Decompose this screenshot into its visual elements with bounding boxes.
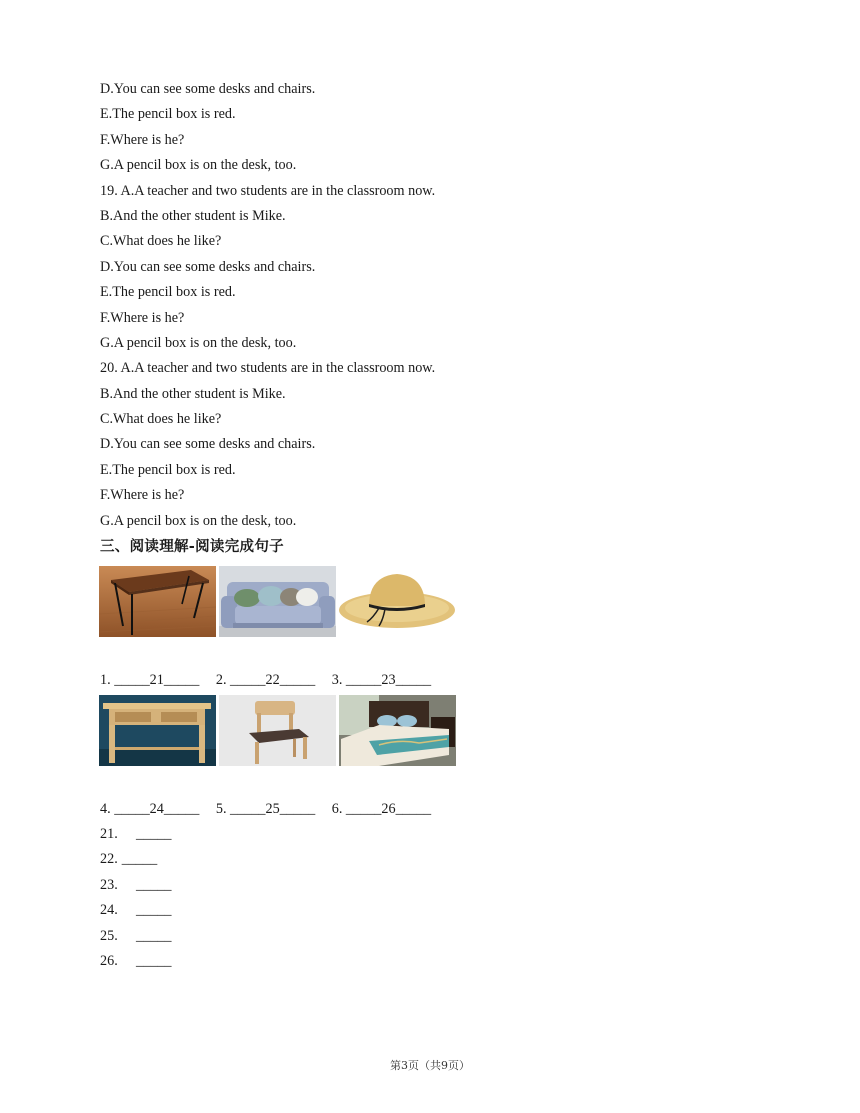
question-line: 20. A.A teacher and two students are in the classroom now. — [100, 360, 436, 377]
question-line: D.You can see some desks and chairs. — [100, 258, 316, 275]
question-line: G.A pencil box is on the desk, too. — [100, 157, 297, 174]
fill-blank[interactable]: 4. _____24_____ — [100, 801, 200, 817]
section-heading: 三、阅读理解-阅读完成句子 — [100, 539, 284, 555]
answer-blank[interactable]: _____ — [136, 927, 172, 944]
question-line: C.What does he like? — [100, 411, 222, 428]
question-line: E.The pencil box is red. — [100, 106, 236, 123]
answer-number: 26. — [100, 952, 118, 969]
blank-row-2 — [100, 799, 444, 819]
question-line: E.The pencil box is red. — [100, 284, 236, 301]
question-line: D.You can see some desks and chairs. — [100, 81, 316, 97]
answer-number: 24. — [100, 902, 118, 919]
sofa-image — [219, 566, 336, 637]
question-line: F.Where is he? — [100, 487, 185, 504]
table-image — [99, 566, 216, 637]
desk-image — [99, 695, 216, 766]
question-line: F.Where is he? — [100, 131, 185, 148]
image-row-1 — [99, 566, 456, 637]
fill-blank[interactable]: 1. _____21_____ — [100, 672, 200, 688]
question-lines — [100, 79, 800, 536]
answer-number: 25. — [100, 927, 118, 944]
answer-line — [100, 875, 171, 900]
question-line: B.And the other student is Mike. — [100, 385, 286, 402]
question-line: E.The pencil box is red. — [100, 461, 236, 478]
answer-line — [100, 824, 171, 849]
answer-list — [100, 824, 171, 976]
answer-blank[interactable]: _____ — [121, 851, 158, 868]
answer-blank[interactable]: _____ — [136, 902, 172, 919]
question-line: C.What does he like? — [100, 233, 222, 250]
hat-image — [339, 566, 456, 637]
answer-blank[interactable]: _____ — [136, 826, 172, 842]
chair-image — [219, 695, 336, 766]
question-line: G.A pencil box is on the desk, too. — [100, 512, 297, 529]
bed-image — [339, 695, 456, 766]
answer-blank[interactable]: _____ — [136, 876, 172, 893]
answer-blank[interactable]: _____ — [136, 952, 172, 969]
image-row-2 — [99, 695, 456, 766]
question-line: F.Where is he? — [100, 309, 185, 326]
answer-number: 21. — [100, 826, 118, 842]
answer-number: 22. — [100, 851, 118, 868]
answer-line — [100, 849, 171, 874]
answer-line — [100, 900, 171, 925]
fill-blank[interactable]: 5. _____25_____ — [215, 801, 316, 817]
question-line: G.A pencil box is on the desk, too. — [100, 334, 297, 351]
fill-blank[interactable]: 3. _____23_____ — [331, 672, 432, 688]
answer-line — [100, 951, 171, 976]
question-line: B.And the other student is Mike. — [100, 207, 286, 224]
answer-number: 23. — [100, 876, 118, 893]
answer-line — [100, 926, 171, 951]
page-footer: 第3页（共9页） — [390, 1059, 470, 1072]
fill-blank[interactable]: 6. _____26_____ — [331, 801, 432, 817]
question-line: D.You can see some desks and chairs. — [100, 436, 316, 453]
question-line: 19. A.A teacher and two students are in the classroom now. — [100, 182, 436, 199]
blank-row-1 — [100, 670, 444, 690]
fill-blank[interactable]: 2. _____22_____ — [215, 672, 316, 688]
